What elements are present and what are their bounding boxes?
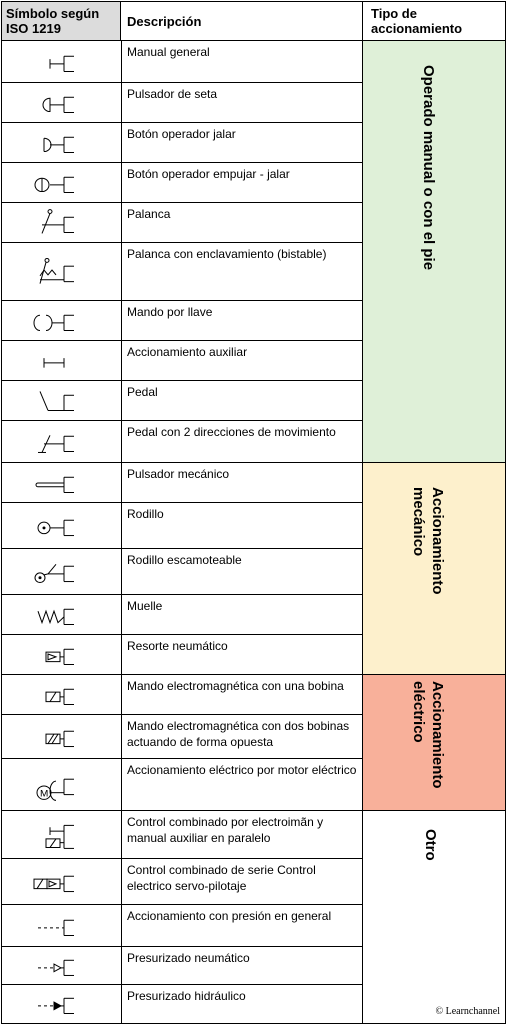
row-description: Pulsador mecánico bbox=[127, 467, 230, 481]
table-row bbox=[1, 594, 363, 635]
row-description: Presurizado neumático bbox=[127, 951, 250, 965]
table-row bbox=[1, 810, 363, 859]
table-row bbox=[1, 340, 363, 381]
type-group-label: Operado manual o con el pie bbox=[420, 65, 437, 271]
header-symbol: Símbolo según ISO 1219 bbox=[1, 1, 121, 41]
table-row bbox=[1, 162, 363, 203]
palanca-enclavamiento-icon bbox=[2, 243, 122, 300]
table-row bbox=[1, 984, 363, 1024]
copyright: © Learnchannel bbox=[435, 1006, 500, 1017]
electromagnetico-una-bobina-icon bbox=[2, 675, 122, 714]
mando-llave-icon bbox=[2, 301, 122, 340]
header-description: Descripción bbox=[120, 1, 363, 41]
table-row bbox=[1, 634, 363, 675]
type-group bbox=[362, 462, 506, 675]
motor-electrico-icon bbox=[2, 759, 122, 810]
presurizado-neumatico-icon bbox=[2, 947, 122, 984]
servo-pilotaje-icon bbox=[2, 859, 122, 904]
table-row bbox=[1, 462, 363, 503]
muelle-icon bbox=[2, 595, 122, 634]
rodillo-icon bbox=[2, 503, 122, 548]
row-description: Accionamiento auxiliar bbox=[127, 345, 248, 359]
svg-text:M: M bbox=[40, 788, 49, 800]
table-row bbox=[1, 242, 363, 301]
table-row bbox=[1, 946, 363, 985]
table-row bbox=[1, 122, 363, 163]
boton-jalar-icon bbox=[2, 123, 122, 162]
row-description: Botón operador empujar - jalar bbox=[127, 167, 290, 181]
row-description: Control combinado por electroimãn y manual auxiliar en paralelo bbox=[127, 815, 324, 845]
electromagnetico-dos-bobinas-icon bbox=[2, 715, 122, 758]
boton-empujar-jalar-icon bbox=[2, 163, 122, 202]
rodillo-escamoteable-icon bbox=[2, 549, 122, 594]
row-description: Manual general bbox=[127, 45, 210, 59]
row-description: Accionamiento con presión en general bbox=[127, 909, 332, 923]
row-description: Accionamiento eléctrico por motor eléctrico bbox=[127, 763, 357, 777]
manual-general-icon bbox=[2, 41, 122, 82]
presurizado-hidraulico-icon bbox=[2, 985, 122, 1023]
table-row bbox=[1, 904, 363, 947]
table-row bbox=[1, 758, 363, 811]
pedal-2-direcciones-icon bbox=[2, 421, 122, 462]
actuation-symbols-table bbox=[1, 1, 506, 1023]
table-row bbox=[1, 82, 363, 123]
table-row bbox=[1, 714, 363, 759]
table-row bbox=[1, 502, 363, 549]
type-group bbox=[362, 674, 506, 811]
table-row bbox=[1, 300, 363, 341]
resorte-neumatico-icon bbox=[2, 635, 122, 674]
row-description: Mando electromagnética con una bobina bbox=[127, 679, 344, 693]
row-description: Pedal bbox=[127, 385, 158, 399]
table-row bbox=[1, 674, 363, 715]
pulsador-mecanico-icon bbox=[2, 463, 122, 502]
row-description: Resorte neumático bbox=[127, 639, 228, 653]
row-description: Botón operador jalar bbox=[127, 127, 236, 141]
electroiman-manual-paralelo-icon bbox=[2, 811, 122, 858]
presion-general-icon bbox=[2, 905, 122, 946]
row-description: Mando electromagnética con dos bobinas actuando de forma opuesta bbox=[127, 719, 350, 749]
row-description: Pedal con 2 direcciones de movimiento bbox=[127, 425, 336, 439]
table-row bbox=[1, 40, 363, 83]
table-row bbox=[1, 858, 363, 905]
row-description: Rodillo escamoteable bbox=[127, 553, 242, 567]
type-group bbox=[362, 810, 506, 1024]
row-description: Muelle bbox=[127, 599, 163, 613]
row-description: Mando por llave bbox=[127, 305, 213, 319]
accionamiento-auxiliar-icon bbox=[2, 341, 122, 380]
pedal-icon bbox=[2, 381, 122, 420]
table-row bbox=[1, 548, 363, 595]
table-row bbox=[1, 380, 363, 421]
table-row bbox=[1, 420, 363, 463]
header-type: Tipo de accionamiento bbox=[362, 1, 506, 41]
row-description: Palanca bbox=[127, 207, 171, 221]
type-group-label: Accionamiento mecánico bbox=[410, 487, 446, 595]
row-description: Pulsador de seta bbox=[127, 87, 218, 101]
table-row bbox=[1, 202, 363, 243]
row-description: Rodillo bbox=[127, 507, 164, 521]
type-group-label: Accionamiento eléctrico bbox=[410, 681, 446, 789]
type-group bbox=[362, 40, 506, 463]
palanca-icon bbox=[2, 203, 122, 242]
row-description: Control combinado de serie Control electrico servo-pilotaje bbox=[127, 863, 316, 893]
pulsador-seta-icon bbox=[2, 83, 122, 122]
type-group-label: Otro bbox=[422, 829, 439, 861]
row-description: Palanca con enclavamiento (bistable) bbox=[127, 247, 327, 261]
row-description: Presurizado hidráulico bbox=[127, 989, 246, 1003]
